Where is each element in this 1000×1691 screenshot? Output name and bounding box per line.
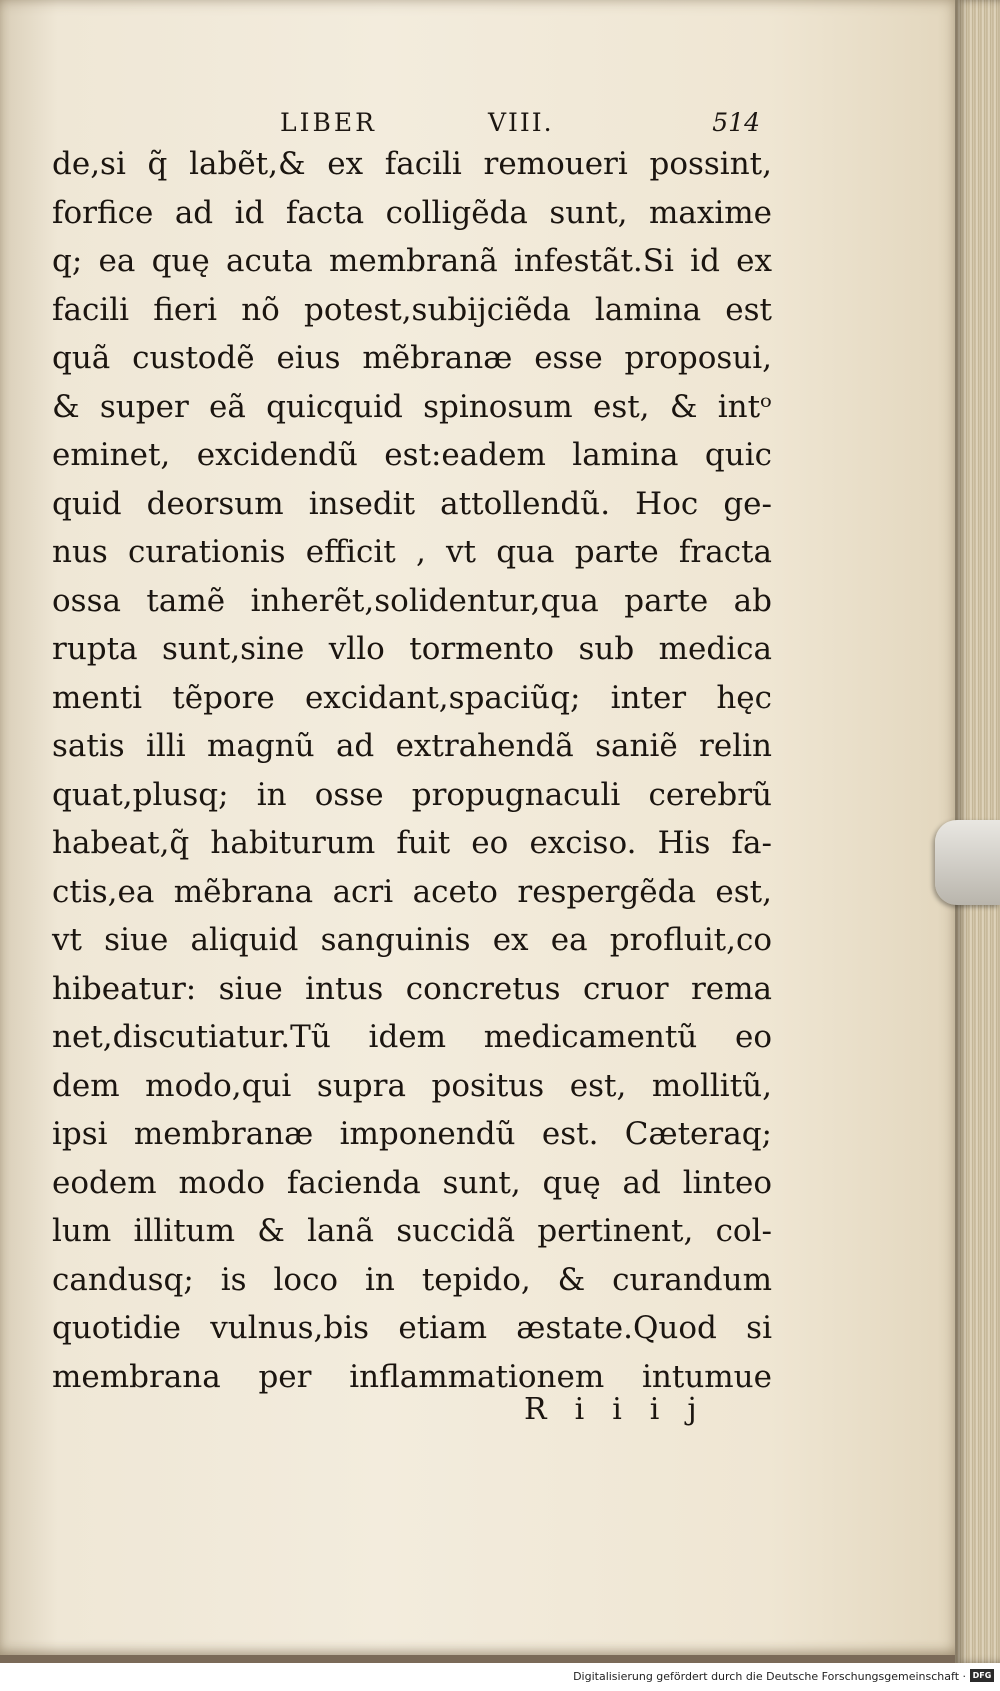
funding-credit: Digitalisierung gefördert durch die Deutsche Forschungsgemeinschaft · bbox=[573, 1670, 966, 1683]
text-line: lum illitum & lanã succidã pertinent, col- bbox=[52, 1213, 772, 1249]
text-line: & super eã quicquid spinosum est, & intᵒ bbox=[52, 388, 772, 425]
text-line: ctis,ea mẽbrana acri aceto respergẽda est, bbox=[52, 873, 772, 910]
text-line: vt siue aliquid sanguinis ex ea profluit,co bbox=[52, 922, 772, 958]
text-line: quotidie vulnus,bis etiam æstate.Quod si bbox=[52, 1310, 772, 1346]
text-line: quid deorsum insedit attollendũ. Hoc ge- bbox=[52, 485, 772, 522]
text-line: de,si q̃ labẽt,& ex facili remoueri possint, bbox=[52, 146, 772, 182]
signature-letter: R bbox=[524, 1392, 575, 1427]
dfg-logo: DFG bbox=[970, 1669, 994, 1682]
text-line: rupta sunt,sine vllo tormento sub medica bbox=[52, 631, 772, 667]
body-text bbox=[52, 140, 772, 1401]
running-head-book-title: LIBER bbox=[280, 108, 377, 137]
text-line: membrana per inflammationem intumue bbox=[52, 1358, 772, 1395]
text-line: facili fieri nõ potest,subijciẽda lamina est bbox=[52, 291, 772, 328]
text-line: ossa tamẽ inherẽt,solidentur,qua parte ab bbox=[52, 582, 772, 619]
text-line: eodem modo facienda sunt, quę ad linteo bbox=[52, 1164, 772, 1201]
text-line: ipsi membranæ imponendũ est. Cæteraq; bbox=[52, 1116, 772, 1152]
page-clip bbox=[935, 820, 1000, 905]
text-line: satis illi magnũ ad extrahendã saniẽ relin bbox=[52, 728, 772, 764]
text-line: menti tẽpore excidant,spaciũq; inter hęc bbox=[52, 679, 772, 716]
digitization-footer bbox=[0, 1663, 1000, 1691]
text-line: candusq; is loco in tepido, & curandum bbox=[52, 1261, 772, 1298]
signature-numeral: iiij bbox=[574, 1392, 725, 1427]
running-head-book-number: VIII. bbox=[488, 108, 554, 137]
signature-mark bbox=[524, 1392, 725, 1427]
text-line: net,discutiatur.Tũ idem medicamentũ eo bbox=[52, 1019, 772, 1055]
text-line: eminet, excidendũ est:eadem lamina quic bbox=[52, 437, 772, 473]
folio-number: 514 bbox=[712, 108, 760, 137]
text-line: habeat,q̃ habiturum fuit eo exciso. His fa- bbox=[52, 825, 772, 861]
text-line: quat,plusq; in osse propugnaculi cerebrũ bbox=[52, 776, 772, 813]
text-line: forfice ad id facta colligẽda sunt, maxime bbox=[52, 194, 772, 231]
text-line: dem modo,qui supra positus est, mollitũ, bbox=[52, 1067, 772, 1104]
text-line: hibeatur: siue intus concretus cruor rema bbox=[52, 970, 772, 1007]
running-head bbox=[70, 108, 760, 144]
text-line: nus curationis efficit , vt qua parte fracta bbox=[52, 534, 772, 570]
text-line: q; ea quę acuta membranã infestãt.Si id ex bbox=[52, 243, 772, 279]
text-line: quã custodẽ eius mẽbranæ esse proposui, bbox=[52, 340, 772, 376]
